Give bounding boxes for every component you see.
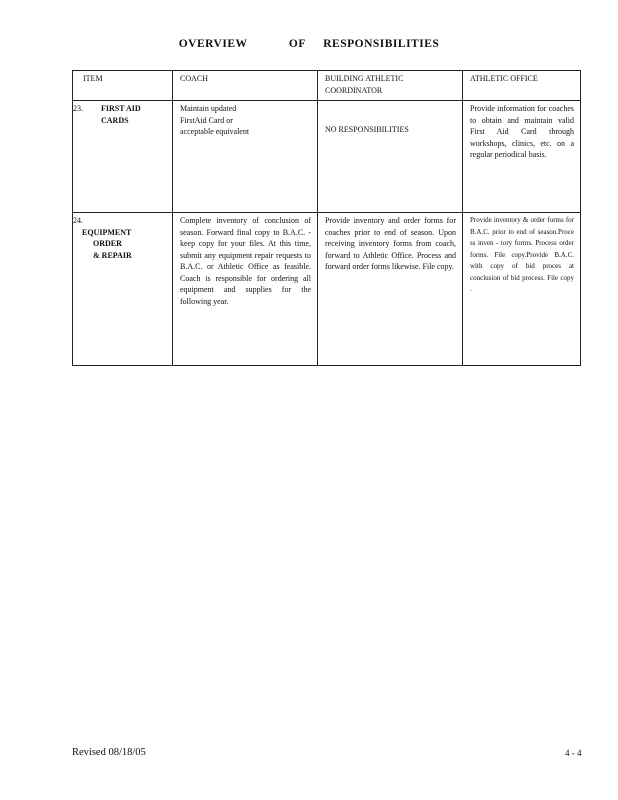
item-number: 24. xyxy=(73,216,83,225)
table-row xyxy=(73,101,581,213)
table-header-row xyxy=(73,71,581,101)
item-label xyxy=(101,103,141,126)
bac-cell: Provide inventory and order forms for coaches prior to end of season. Upon receiving inventory forms from coach, forward to Athletic Office. Process and forward order forms likewise. File copy. xyxy=(318,213,463,366)
title-part-of: OF xyxy=(288,38,306,50)
page-number: 4 - 4 xyxy=(565,748,582,758)
header-office: ATHLETIC OFFICE xyxy=(463,71,581,101)
office-cell: Provide inventory & order forms for B.A.C. prior to end of season.Proce ss inven - tory forms. Process order forms. File copy.Provide B.A.C. with copy of bid proces at conclusion of bid process. File copy . xyxy=(463,213,581,366)
bac-cell: NO RESPONSIBILITIES xyxy=(318,101,463,213)
table-row xyxy=(73,213,581,366)
coach-cell: Maintain updated FirstAid Card or acceptable equivalent xyxy=(173,101,318,213)
item-label-line3: & REPAIR xyxy=(93,250,132,260)
header-bac: BUILDING ATHLETIC COORDINATOR xyxy=(318,71,463,101)
page-title xyxy=(0,38,618,50)
header-coach: COACH xyxy=(173,71,318,101)
coach-cell: Complete inventory of conclusion of season. Forward final copy to B.A.C. -keep copy for your files. At this time, submit any equipment repair requests to B.A.C. or Athletic Office as feasible. Coach is responsible for ordering all equipment and supplies for the following year. xyxy=(173,213,318,366)
office-cell: Provide information for coaches to obtain and maintain valid First Aid Card through workshops, clinics, etc. on a regular periodical basis. xyxy=(463,101,581,213)
item-cell xyxy=(73,101,173,213)
item-number: 23. xyxy=(73,104,83,113)
header-item: ITEM xyxy=(73,71,173,101)
item-label-line1: EQUIPMENT xyxy=(82,227,132,237)
item-label-line2: ORDER xyxy=(93,239,122,248)
title-part-overview: OVERVIEW xyxy=(178,38,248,50)
item-label-line2: CARDS xyxy=(101,115,129,125)
item-label-line1: FIRST AID xyxy=(101,104,141,113)
title-part-responsibilities: RESPONSIBILITIES xyxy=(323,38,440,50)
responsibilities-table xyxy=(72,70,581,366)
item-cell xyxy=(73,213,173,366)
revision-date: Revised 08/18/05 xyxy=(72,747,146,758)
